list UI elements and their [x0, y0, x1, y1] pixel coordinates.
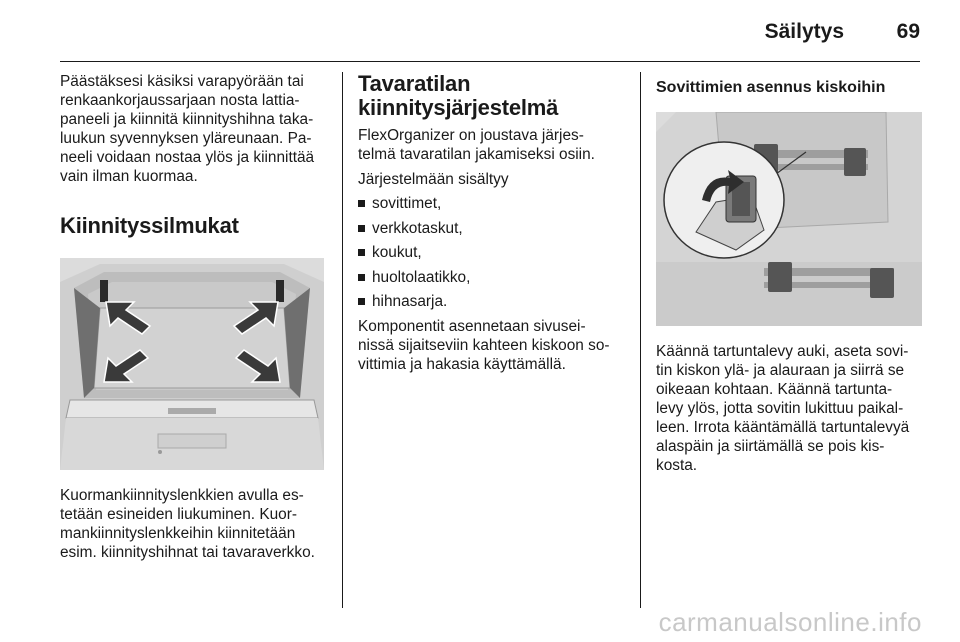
text-line: levy ylös, jotta sovitin lukittuu paikal- — [656, 400, 904, 417]
list-intro: Järjestelmään sisältyy — [358, 171, 509, 188]
component-list — [358, 194, 620, 311]
page-header — [0, 0, 960, 62]
list-item: koukut, — [358, 243, 620, 262]
heading-kiinnityssilmukat: Kiinnityssilmukat — [60, 213, 239, 238]
text-line: alaspäin ja siirtämällä se pois kis- — [656, 438, 885, 455]
heading-sovittimien-asennus: Sovittimien asennus kiskoihin — [656, 79, 886, 96]
page-number: 69 — [896, 20, 920, 43]
column-1 — [60, 72, 332, 562]
text-line: FlexOrganizer on joustava järjes- — [358, 127, 584, 144]
list-item: hihnasarja. — [358, 292, 620, 311]
text-line: leen. Irrota kääntämällä tartuntalevyä — [656, 419, 910, 436]
list-item: sovittimet, — [358, 194, 620, 213]
column-divider — [640, 72, 641, 608]
column-2 — [358, 72, 620, 374]
intro-paragraph — [60, 72, 332, 186]
column-3 — [656, 72, 922, 475]
text-line: renkaankorjaussarjaan nosta lattia- — [60, 92, 300, 109]
text-line: telmä tavaratilan jakamiseksi osiin. — [358, 146, 595, 163]
heading-line: Tavaratilan — [358, 71, 471, 96]
text-line: esim. kiinnityshihnat tai tavaraverkko. — [60, 544, 315, 561]
text-line: tetään esineiden liukuminen. Kuor- — [60, 506, 297, 523]
list-item: verkkotaskut, — [358, 219, 620, 238]
intro-paragraph — [358, 126, 620, 164]
text-line: paneeli ja kiinnitä kiinnityshihna taka- — [60, 111, 314, 128]
text-line: tin kiskon ylä- ja alauraan ja siirrä se — [656, 362, 905, 379]
text-line: Päästäksesi käsiksi varapyörään tai — [60, 73, 304, 90]
text-line: neeli voidaan nostaa ylös ja kiinnittää — [60, 149, 315, 166]
text-line: mankiinnityslenkkeihin kiinnitetään — [60, 525, 296, 542]
heading-tavaratilan — [358, 72, 620, 120]
text-line: luukun syvennyksen yläreunaan. Pa- — [60, 130, 312, 147]
text-line: Kuormankiinnityslenkkien avulla es- — [60, 487, 304, 504]
section-title: Säilytys — [764, 20, 844, 43]
watermark: carmanualsonline.info — [658, 607, 922, 637]
text-line: Käännä tartuntalevy auki, aseta sovi- — [656, 343, 909, 360]
text-line: oikeaan kohtaan. Käännä tartunta- — [656, 381, 893, 398]
text-line: vain ilman kuormaa. — [60, 168, 198, 185]
caption-paragraph — [60, 486, 332, 562]
heading-line: kiinnitysjärjestelmä — [358, 95, 559, 120]
text-line: nissä sijaitseviin kahteen kiskoon so- — [358, 336, 610, 354]
outro-paragraph — [358, 317, 620, 374]
caption-paragraph — [656, 342, 922, 475]
text-line: kosta. — [656, 457, 698, 474]
text-line: Komponentit asennetaan sivusei- — [358, 317, 586, 335]
cargo-tie-down-figure — [60, 258, 324, 470]
text-line: vittimia ja hakasia käyttämällä. — [358, 355, 566, 373]
adapter-rail-figure — [656, 112, 922, 326]
header-rule — [60, 61, 920, 62]
list-item: huoltolaatikko, — [358, 268, 620, 287]
column-divider — [342, 72, 343, 608]
